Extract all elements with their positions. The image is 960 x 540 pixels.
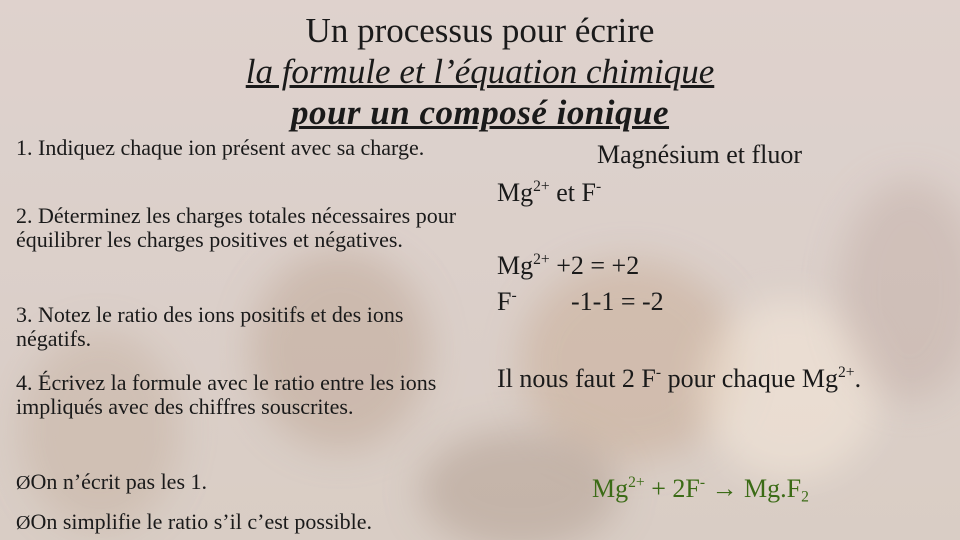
ions-line: $Mg^{2+}$ et F-: [497, 177, 602, 207]
title-line-2: la formule et l’équation chimique: [245, 52, 715, 91]
bullet-2: [16, 510, 372, 536]
arrow-bullet-icon: Ø: [16, 512, 31, 534]
step-2: 2. Déterminez les charges totales nécessaires pour équilibrer les charges positives et négatives.: [16, 203, 457, 252]
bullet-1-text: On n’écrit pas les 1.: [30, 469, 208, 494]
step-3: 3. Notez le ratio des ions positifs et des ions négatifs.: [16, 302, 404, 351]
bullet-2-text: On simplifie le ratio s’il c’est possible.: [30, 509, 373, 534]
title-line-1: Un processus pour écrire: [305, 11, 655, 50]
title-line-3: pour un composé ionique: [290, 93, 670, 132]
example-heading: Magnésium et fluor: [597, 140, 803, 169]
totals-row-2-calc: -1-1 = -2: [571, 287, 664, 316]
step-1: 1. Indiquez chaque ion présent avec sa charge.: [16, 135, 425, 160]
totals-row-2-ion: F-: [497, 286, 517, 316]
bullet-1: [16, 470, 207, 496]
slide-title: [0, 10, 960, 133]
arrow-bullet-icon: Ø: [16, 472, 31, 494]
chemical-equation: $Mg^{2+} + 2F^- \to Mg.F_2$: [592, 473, 809, 506]
step-4: 4. Écrivez la formule avec le ratio entre les ions impliqués avec des chiffres souscrites.: [16, 370, 437, 419]
reaction-arrow-icon: →: [711, 474, 738, 503]
totals-row-1: $Mg^{2+} +2 = +2$: [497, 250, 640, 280]
ratio-statement: Il nous faut 2 F- pour chaque $Mg^{2+}$.: [497, 363, 862, 393]
